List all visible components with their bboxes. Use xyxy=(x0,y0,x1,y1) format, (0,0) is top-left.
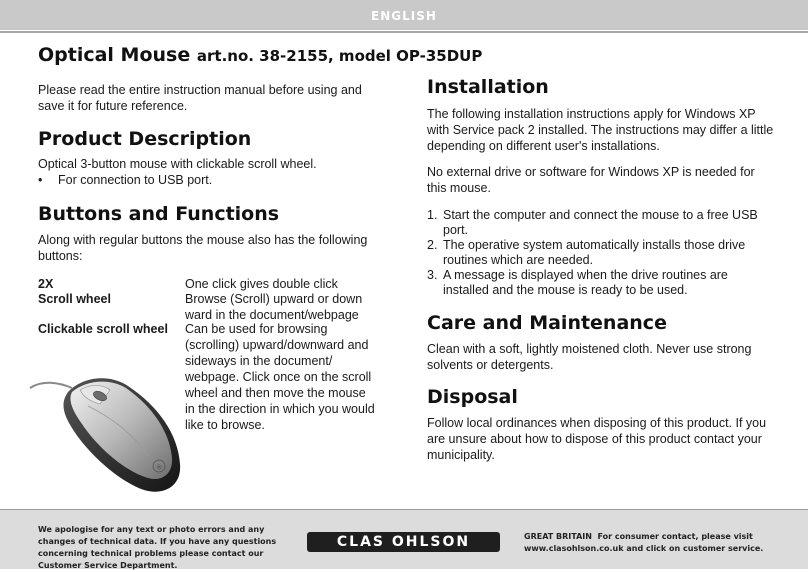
step-number: 1. xyxy=(427,208,438,222)
bullet-text: For connection to USB port. xyxy=(58,173,213,187)
button-desc-clickable-wheel: Can be used for browsing (scrolling) upward/downward and sideways in the document/ webpage. Click once on the scroll wheel and then move the mouse in the direction in which you would like to browse. xyxy=(185,322,375,432)
button-term-2x: 2X xyxy=(38,277,54,291)
title-subtitle: art.no. 38-2155, model OP-35DUP xyxy=(196,47,483,65)
installation-step xyxy=(427,268,767,298)
footer-contact-text: For consumer contact, please visit www.clasohlson.co.uk and click on customer service. xyxy=(524,532,764,553)
product-description-text: Optical 3-button mouse with clickable scroll wheel. xyxy=(38,157,317,171)
button-desc-scroll-wheel: Browse (Scroll) upward or down ward in the document/webpage xyxy=(185,292,363,322)
step-number: 3. xyxy=(427,268,438,282)
disposal-heading: Disposal xyxy=(427,386,518,408)
bullet-dot: • xyxy=(38,173,43,187)
footer-disclaimer: We apologise for any text or photo errors and any changes of technical data. If you have any questions concerning technical problems please contact our Customer Service Department. xyxy=(38,525,277,570)
installation-steps xyxy=(427,208,767,298)
step-text: The operative system automatically installs those drive routines which are needed. xyxy=(443,238,746,267)
footer xyxy=(0,510,808,569)
step-number: 2. xyxy=(427,238,438,252)
button-term-clickable-wheel: Clickable scroll wheel xyxy=(38,322,168,336)
step-text: Start the computer and connect the mouse to a free USB port. xyxy=(443,208,758,237)
button-desc-2x: One click gives double click xyxy=(185,277,338,291)
installation-step xyxy=(427,208,767,238)
buttons-heading: Buttons and Functions xyxy=(38,203,280,225)
clas-ohlson-logo: CLAS OHLSON xyxy=(307,532,500,552)
buttons-intro: Along with regular buttons the mouse also has the following buttons: xyxy=(38,233,368,263)
page-title xyxy=(38,44,482,66)
title-main: Optical Mouse xyxy=(38,44,191,66)
svg-text:◎: ◎ xyxy=(156,463,162,471)
care-heading: Care and Maintenance xyxy=(427,312,667,334)
footer-contact xyxy=(524,531,794,555)
product-description-heading: Product Description xyxy=(38,128,252,150)
installation-text: The following installation instructions apply for Windows XP with Service pack 2 installed. The instructions may differ a little depending on different user's installations. xyxy=(427,107,774,153)
intro-text: Please read the entire instruction manual before using and save it for future reference. xyxy=(38,83,362,113)
footer-country: GREAT BRITAIN xyxy=(524,532,592,541)
button-term-scroll-wheel: Scroll wheel xyxy=(38,292,111,306)
installation-step xyxy=(427,238,767,268)
product-bullet xyxy=(38,172,388,188)
language-label: ENGLISH xyxy=(371,9,437,23)
installation-note: No external drive or software for Windows XP is needed for this mouse. xyxy=(427,165,755,195)
mouse-illustration xyxy=(28,362,198,497)
top-divider xyxy=(0,31,808,33)
disposal-text: Follow local ordinances when disposing of this product. If you are unsure about how to dispose of this product contact your municipality. xyxy=(427,416,767,462)
step-text: A message is displayed when the drive routines are installed and the mouse is ready to be used. xyxy=(443,268,728,297)
installation-heading: Installation xyxy=(427,76,549,98)
care-text: Clean with a soft, lightly moistened cloth. Never use strong solvents or detergents. xyxy=(427,342,752,372)
language-banner xyxy=(0,0,808,30)
